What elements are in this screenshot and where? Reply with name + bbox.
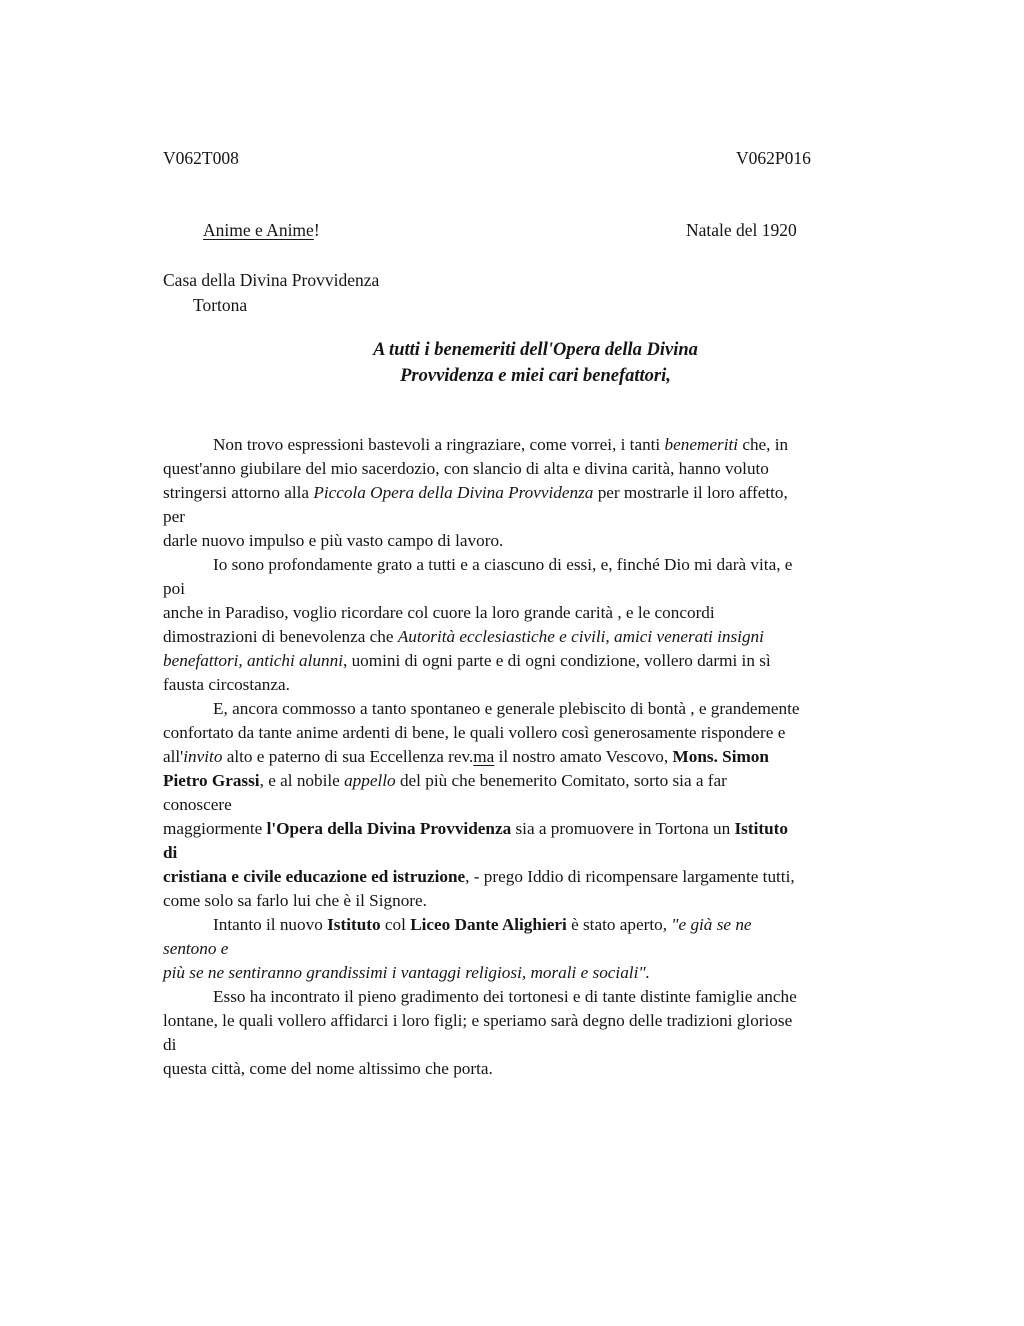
salutation bbox=[203, 220, 320, 240]
text-segment: come solo sa farlo lui che è il Signore. bbox=[163, 891, 427, 910]
body-line bbox=[163, 457, 908, 481]
text-segment: , e al nobile bbox=[259, 771, 345, 790]
text-segment: il nostro amato Vescovo, bbox=[494, 747, 673, 766]
text-segment: , uomini di ogni parte e di ogni condizione, vollero darmi in sì bbox=[342, 651, 771, 670]
body-line bbox=[163, 817, 908, 841]
text-segment: più se ne sentiranno grandissimi i vantaggi religiosi, morali e sociali". bbox=[163, 963, 650, 982]
text-segment: ma bbox=[473, 747, 495, 766]
body-paragraph bbox=[163, 433, 908, 553]
text-segment: Piccola Opera della Divina Provvidenza bbox=[313, 483, 594, 502]
text-segment: Liceo Dante Alighieri bbox=[410, 915, 567, 934]
body-line bbox=[163, 577, 908, 601]
text-segment: questa città, come del nome altissimo che porta. bbox=[163, 1059, 493, 1078]
sender-block bbox=[163, 268, 908, 318]
text-segment: Intanto il nuovo bbox=[213, 915, 328, 934]
body-line bbox=[163, 529, 908, 553]
body-line bbox=[163, 889, 908, 913]
text-segment: darle nuovo impulso e più vasto campo di lavoro. bbox=[163, 531, 504, 550]
body-line bbox=[163, 985, 908, 1009]
text-segment: invito bbox=[183, 747, 223, 766]
text-segment: sia a promuovere in Tortona un bbox=[511, 819, 735, 838]
body-line bbox=[163, 793, 908, 817]
body-line bbox=[163, 937, 908, 961]
text-segment: cristiana e civile educazione ed istruzione bbox=[163, 867, 466, 886]
body-line bbox=[163, 697, 908, 721]
text-segment: benefattori, antichi alunni bbox=[163, 651, 343, 670]
body-line bbox=[163, 1009, 908, 1033]
text-segment: anche in Paradiso, voglio ricordare col cuore la loro grande carità , e le concordi bbox=[163, 603, 715, 622]
text-segment: Mons. Simon bbox=[672, 747, 769, 766]
text-segment: alto e paterno di sua Eccellenza rev. bbox=[222, 747, 474, 766]
text-segment: , - prego Iddio di ricompensare largamente tutti, bbox=[465, 867, 795, 886]
letter-heading bbox=[163, 337, 908, 389]
text-segment: maggiormente bbox=[163, 819, 267, 838]
body-line bbox=[163, 841, 908, 865]
body-line bbox=[163, 649, 908, 673]
body-paragraph bbox=[163, 697, 908, 913]
text-column bbox=[163, 146, 908, 1081]
body-line bbox=[163, 505, 908, 529]
body-paragraph bbox=[163, 553, 908, 697]
body-line bbox=[163, 745, 908, 769]
header-row bbox=[163, 146, 908, 171]
text-segment: per mostrarle il loro affetto, bbox=[593, 483, 788, 502]
body-line bbox=[163, 673, 908, 697]
text-segment: che, in bbox=[738, 435, 789, 454]
text-segment: Io sono profondamente grato a tutti e a ciascuno di essi, e, finché Dio mi darà vita, e bbox=[213, 555, 793, 574]
text-segment: confortato da tante anime ardenti di bene, le quali vollero così generosamente rispondere e bbox=[163, 723, 786, 742]
text-segment: Non trovo espressioni bastevoli a ringraziare, come vorrei, i tanti bbox=[213, 435, 665, 454]
date-line: Natale del 1920 bbox=[686, 220, 797, 240]
body-line bbox=[163, 961, 908, 985]
body-line bbox=[163, 1033, 908, 1057]
text-segment: sentono e bbox=[163, 939, 229, 958]
text-segment: per bbox=[163, 507, 185, 526]
body-line bbox=[163, 769, 908, 793]
text-segment: l'Opera della Divina Provvidenza bbox=[266, 819, 512, 838]
text-segment: fausta circostanza. bbox=[163, 675, 290, 694]
text-segment: di bbox=[163, 1035, 177, 1054]
body-line bbox=[163, 481, 908, 505]
archive-code-left: V062T008 bbox=[163, 148, 239, 168]
sender-institution: Casa della Divina Provvidenza bbox=[163, 270, 380, 290]
body-line bbox=[163, 601, 908, 625]
text-segment: "e già se ne bbox=[671, 915, 752, 934]
text-segment: del più che benemerito Comitato, sorto sia a far bbox=[395, 771, 727, 790]
archive-code-right: V062P016 bbox=[736, 148, 811, 168]
salutation-exclamation: ! bbox=[313, 220, 320, 240]
text-segment: benemeriti bbox=[664, 435, 739, 454]
text-segment: E, ancora commosso a tanto spontaneo e generale plebiscito di bontà , e grandemente bbox=[213, 699, 800, 718]
body-line bbox=[163, 1057, 908, 1081]
text-segment: appello bbox=[344, 771, 396, 790]
text-segment: col bbox=[380, 915, 411, 934]
text-segment: Istituto bbox=[327, 915, 381, 934]
text-segment: quest'anno giubilare del mio sacerdozio, con slancio di alta e divina carità, hanno voluto bbox=[163, 459, 769, 478]
text-segment: Pietro Grassi bbox=[163, 771, 260, 790]
body-line bbox=[163, 433, 908, 457]
body-paragraph bbox=[163, 985, 908, 1081]
letter-heading-line2: Provvidenza e miei cari benefattori, bbox=[400, 366, 671, 386]
text-segment: Istituto bbox=[734, 819, 788, 838]
letter-body bbox=[163, 433, 908, 1081]
text-segment: dimostrazioni di benevolenza che bbox=[163, 627, 398, 646]
body-line bbox=[163, 553, 908, 577]
body-line bbox=[163, 721, 908, 745]
text-segment: di bbox=[163, 843, 178, 862]
text-segment: poi bbox=[163, 579, 185, 598]
body-line bbox=[163, 865, 908, 889]
salutation-row bbox=[163, 218, 908, 243]
letter-heading-line1: A tutti i benemeriti dell'Opera della Divina bbox=[373, 340, 698, 360]
text-segment: è stato aperto, bbox=[566, 915, 672, 934]
salutation-underlined-text: Anime e Anime bbox=[203, 220, 314, 240]
sender-city: Tortona bbox=[193, 295, 248, 315]
text-segment: stringersi attorno alla bbox=[163, 483, 314, 502]
body-line bbox=[163, 625, 908, 649]
text-segment: conoscere bbox=[163, 795, 232, 814]
text-segment: all' bbox=[163, 747, 184, 766]
text-segment: Autorità ecclesiastiche e civili, amici venerati insigni bbox=[397, 627, 764, 646]
text-segment: Esso ha incontrato il pieno gradimento dei tortonesi e di tante distinte famiglie anche bbox=[213, 987, 797, 1006]
body-line bbox=[163, 913, 908, 937]
text-segment: lontane, le quali vollero affidarci i loro figli; e speriamo sarà degno delle tradizioni gloriose bbox=[163, 1011, 793, 1030]
body-paragraph bbox=[163, 913, 908, 985]
